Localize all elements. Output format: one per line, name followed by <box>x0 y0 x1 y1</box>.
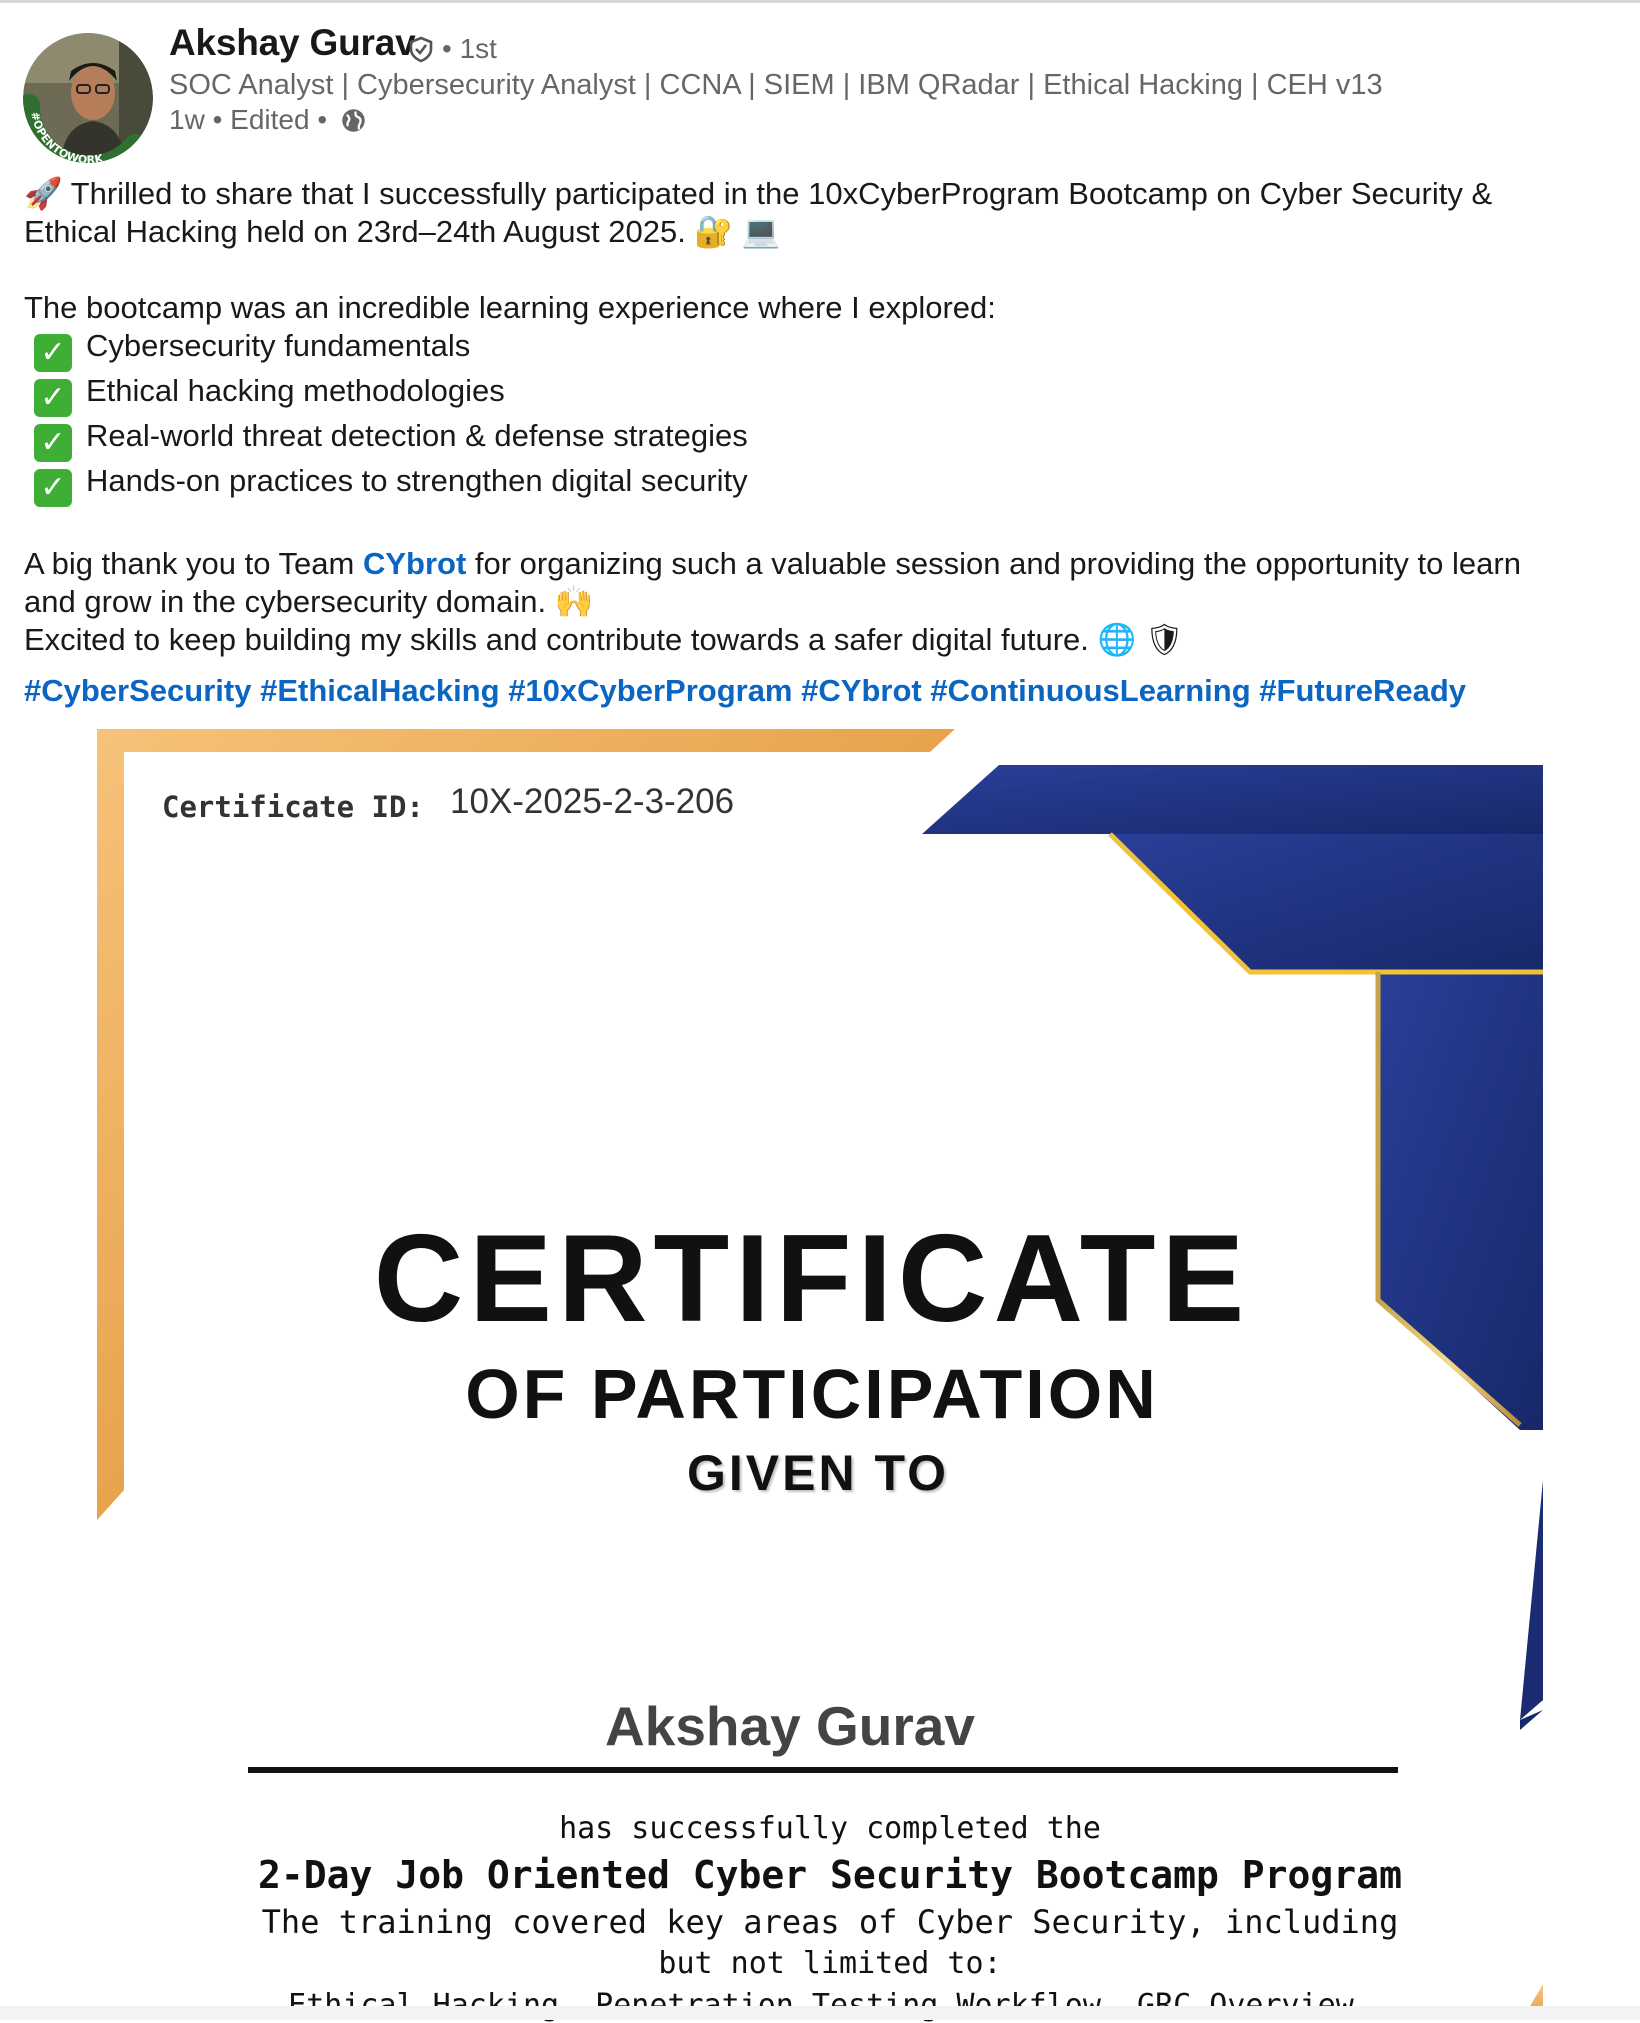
author-name[interactable]: Akshay Gurav <box>169 22 416 63</box>
hashtag-link[interactable]: #CYbrot <box>801 673 922 708</box>
certificate-training-line: The training covered key areas of Cyber Security, including <box>261 1903 1399 1941</box>
globe-icon <box>340 107 367 134</box>
certificate-subtitle: OF PARTICIPATION <box>465 1355 1159 1433</box>
lock-icon: 🔐 <box>694 214 734 250</box>
certificate-given-to: GIVEN TO <box>686 1445 949 1501</box>
laptop-icon: 💻 <box>741 214 781 250</box>
signature-line <box>248 1767 1398 1773</box>
list-item: ✓ Real-world threat detection & defense strategies <box>24 417 1624 462</box>
certificate-but-not-line: but not limited to: <box>658 1946 1002 1981</box>
avatar-photo <box>23 33 153 163</box>
intro-line-2: Ethical Hacking held on 23rd–24th August 2025. 🔐 💻 <box>24 214 781 250</box>
certificate-recipient: Akshay Gurav <box>605 1695 975 1757</box>
hashtag-link[interactable]: #FutureReady <box>1259 673 1467 708</box>
globe-emoji-icon: 🌐 <box>1097 622 1137 658</box>
hashtags <box>24 673 1466 709</box>
list-item: ✓ Cybersecurity fundamentals <box>24 327 1624 372</box>
certificate-title: CERTIFICATE <box>373 1210 1251 1348</box>
hashtag-link[interactable]: #ContinuousLearning <box>930 673 1251 708</box>
author-avatar[interactable] <box>23 33 153 163</box>
rocket-icon: 🚀 <box>24 176 63 212</box>
checkmark-icon: ✓ <box>34 424 72 462</box>
certificate-id-value: 10X-2025-2-3-206 <box>450 782 735 821</box>
list-item: ✓ Hands-on practices to strengthen digital security <box>24 462 1624 507</box>
intro-line-1: 🚀 Thrilled to share that I successfully participated in the 10xCyberProgram Bootcamp on Cyber Security & <box>24 176 1493 212</box>
excited-line: Excited to keep building my skills and contribute towards a safer digital future. 🌐 🛡 <box>24 622 1185 658</box>
hashtag-link[interactable]: #EthicalHacking <box>260 673 500 708</box>
post-body <box>24 175 1624 659</box>
bottom-edge <box>0 2006 1640 2020</box>
thanks-line-1: A big thank you to Team CYbrot for organizing such a valuable session and providing the opportunity to learn <box>24 546 1521 581</box>
shield-icon: 🛡 <box>1144 622 1185 658</box>
hashtag-link[interactable]: #10xCyberProgram <box>508 673 793 708</box>
certificate-program: 2-Day Job Oriented Cyber Security Bootcamp Program <box>258 1853 1402 1897</box>
certificate-id-label: Certificate ID: <box>162 790 424 824</box>
opentowork-text: #OPENTOWORK <box>28 110 105 163</box>
list-item: ✓ Ethical hacking methodologies <box>24 372 1624 417</box>
certificate-image[interactable] <box>0 720 1640 2020</box>
cybrot-mention-link[interactable]: CYbrot <box>362 546 467 581</box>
checkmark-icon: ✓ <box>34 334 72 372</box>
checkmark-icon: ✓ <box>34 379 72 417</box>
raised-hands-icon: 🙌 <box>554 584 594 620</box>
checkmark-icon: ✓ <box>34 469 72 507</box>
connection-degree: • 1st <box>442 33 497 64</box>
author-headline: SOC Analyst | Cybersecurity Analyst | CCNA | SIEM | IBM QRadar | Ethical Hacking | CEH v13 <box>169 69 1383 101</box>
hashtag-link[interactable]: #CyberSecurity <box>24 673 252 708</box>
thanks-line-2: and grow in the cybersecurity domain. 🙌 <box>24 584 594 620</box>
post-meta: 1w • Edited • <box>169 104 328 135</box>
bootcamp-line: The bootcamp was an incredible learning experience where I explored: <box>24 290 996 325</box>
certificate-completed-line: has successfully completed the <box>559 1811 1101 1846</box>
verified-shield-icon <box>407 35 435 63</box>
top-divider <box>0 0 1640 3</box>
